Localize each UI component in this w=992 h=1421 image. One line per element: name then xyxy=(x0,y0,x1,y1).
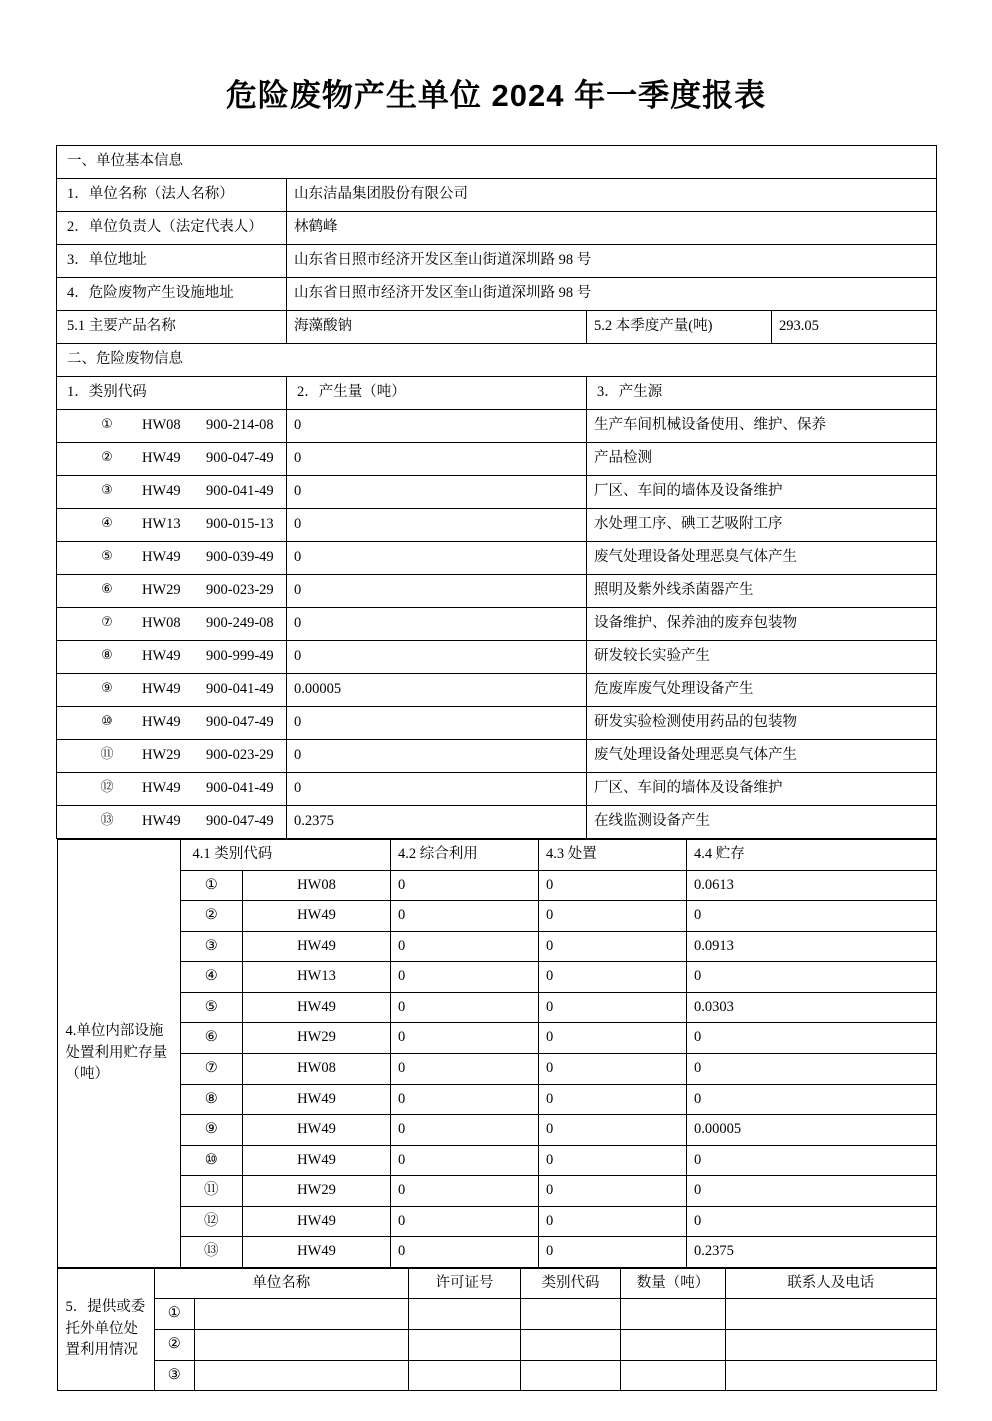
row-index: ② xyxy=(181,901,243,932)
table-row xyxy=(181,870,937,901)
storage-value: 0 xyxy=(687,1084,937,1115)
col-header-unit-name: 单位名称 xyxy=(155,1268,409,1299)
waste-amount: 0 xyxy=(287,575,587,608)
storage-value: 0 xyxy=(687,962,937,993)
storage-value: 0 xyxy=(687,1206,937,1237)
comprehensive-use-value: 0 xyxy=(391,1023,539,1054)
waste-source: 设备维护、保养油的废弃包装物 xyxy=(587,608,937,641)
table-row xyxy=(57,410,937,443)
table-row xyxy=(57,773,937,806)
hw-code: HW49 xyxy=(142,813,181,830)
waste-code: 900-015-13 xyxy=(206,516,274,533)
product-name-value: 海藻酸钠 xyxy=(287,311,587,344)
hw-code: HW08 xyxy=(243,870,391,901)
hw-code: HW49 xyxy=(142,648,181,665)
table-row xyxy=(181,1206,937,1237)
waste-source: 废气处理设备处理恶臭气体产生 xyxy=(587,740,937,773)
waste-code: 900-041-49 xyxy=(206,780,274,797)
waste-code: 900-214-08 xyxy=(206,417,274,434)
table-row xyxy=(57,179,937,212)
table-row xyxy=(57,509,937,542)
col-header-contact: 联系人及电话 xyxy=(726,1268,937,1299)
row-index: ⑦ xyxy=(101,615,113,631)
section5-grid xyxy=(155,1268,937,1391)
row-index: ⑨ xyxy=(181,1115,243,1146)
waste-code: 900-999-49 xyxy=(206,648,274,665)
comprehensive-use-value: 0 xyxy=(391,1145,539,1176)
quarter-output-label: 5.2 本季度产量(吨) xyxy=(587,311,772,344)
disposal-value: 0 xyxy=(539,1237,687,1268)
row-index: ⑫ xyxy=(181,1206,243,1237)
report-table xyxy=(56,145,937,1391)
disposal-value: 0 xyxy=(539,992,687,1023)
waste-code-cell xyxy=(57,674,287,707)
section1-heading-row xyxy=(57,146,937,179)
waste-code-cell xyxy=(57,575,287,608)
waste-code-cell xyxy=(57,509,287,542)
waste-code-cell xyxy=(57,773,287,806)
waste-code: 900-249-08 xyxy=(206,615,274,632)
license-no-value xyxy=(409,1299,521,1330)
table-row xyxy=(181,1115,937,1146)
waste-code: 900-047-49 xyxy=(206,714,274,731)
table-row xyxy=(57,608,937,641)
waste-amount: 0.2375 xyxy=(287,806,587,839)
section4-grid xyxy=(181,839,937,1268)
section4-label: 4.单位内部设施处置利用贮存量（吨） xyxy=(57,839,181,1268)
hw-code: HW13 xyxy=(142,516,181,533)
disposal-value: 0 xyxy=(539,1023,687,1054)
comprehensive-use-value: 0 xyxy=(391,1206,539,1237)
table-row xyxy=(57,311,937,344)
license-no-value xyxy=(409,1360,521,1391)
row-index: ① xyxy=(181,870,243,901)
waste-code-cell xyxy=(57,641,287,674)
disposal-value: 0 xyxy=(539,870,687,901)
hw-code: HW29 xyxy=(142,582,181,599)
waste-amount: 0 xyxy=(287,509,587,542)
waste-code: 900-041-49 xyxy=(206,681,274,698)
disposal-value: 0 xyxy=(539,1145,687,1176)
category-code-value xyxy=(521,1299,621,1330)
waste-amount: 0 xyxy=(287,608,587,641)
unit-name-value xyxy=(195,1330,409,1361)
comprehensive-use-value: 0 xyxy=(391,1053,539,1084)
waste-amount: 0.00005 xyxy=(287,674,587,707)
hw-code: HW08 xyxy=(142,417,181,434)
section5-header-row xyxy=(155,1268,937,1299)
table-row xyxy=(57,212,937,245)
hw-code: HW49 xyxy=(142,450,181,467)
hw-code: HW49 xyxy=(243,1145,391,1176)
storage-value: 0 xyxy=(687,1053,937,1084)
quantity-value xyxy=(621,1299,726,1330)
row-index: ⑧ xyxy=(101,648,113,664)
col-header-quantity: 数量（吨） xyxy=(621,1268,726,1299)
unit-leader-label: 2．单位负责人（法定代表人） xyxy=(57,212,287,245)
hw-code: HW29 xyxy=(142,747,181,764)
table-row xyxy=(181,1023,937,1054)
storage-value: 0.00005 xyxy=(687,1115,937,1146)
table-row xyxy=(181,901,937,932)
table-row xyxy=(57,443,937,476)
row-index: ③ xyxy=(155,1360,195,1391)
storage-value: 0.0303 xyxy=(687,992,937,1023)
section4-header-row xyxy=(181,840,937,871)
storage-value: 0 xyxy=(687,1176,937,1207)
row-index: ⑤ xyxy=(101,549,113,565)
table-row xyxy=(57,674,937,707)
row-index: ⑬ xyxy=(100,813,114,829)
row-index: ③ xyxy=(181,931,243,962)
hw-code: HW49 xyxy=(142,780,181,797)
disposal-value: 0 xyxy=(539,901,687,932)
row-index: ① xyxy=(155,1299,195,1330)
quarter-output-value: 293.05 xyxy=(772,311,937,344)
row-index: ① xyxy=(101,417,113,433)
waste-code: 900-023-29 xyxy=(206,582,274,599)
table-row xyxy=(57,806,937,839)
table-row xyxy=(181,1084,937,1115)
waste-code: 900-047-49 xyxy=(206,813,274,830)
waste-amount: 0 xyxy=(287,443,587,476)
section4-row xyxy=(57,839,937,1268)
table-row xyxy=(57,476,937,509)
hw-code: HW49 xyxy=(243,1237,391,1268)
comprehensive-use-value: 0 xyxy=(391,1084,539,1115)
row-index: ⑦ xyxy=(181,1053,243,1084)
comprehensive-use-value: 0 xyxy=(391,962,539,993)
waste-amount: 0 xyxy=(287,773,587,806)
disposal-value: 0 xyxy=(539,1084,687,1115)
table-row xyxy=(57,707,937,740)
table-row xyxy=(57,245,937,278)
category-code-value xyxy=(521,1330,621,1361)
comprehensive-use-value: 0 xyxy=(391,901,539,932)
table-row xyxy=(57,542,937,575)
hw-code: HW49 xyxy=(243,931,391,962)
waste-amount: 0 xyxy=(287,740,587,773)
hw-code: HW08 xyxy=(142,615,181,632)
storage-value: 0.0613 xyxy=(687,870,937,901)
row-index: ⑥ xyxy=(181,1023,243,1054)
row-index: ③ xyxy=(101,483,113,499)
table-row xyxy=(155,1299,937,1330)
waste-source: 厂区、车间的墙体及设备维护 xyxy=(587,476,937,509)
table-row xyxy=(181,1145,937,1176)
waste-amount: 0 xyxy=(287,707,587,740)
storage-value: 0.0913 xyxy=(687,931,937,962)
waste-source: 废气处理设备处理恶臭气体产生 xyxy=(587,542,937,575)
row-index: ⑥ xyxy=(101,582,113,598)
row-index: ⑩ xyxy=(181,1145,243,1176)
comprehensive-use-value: 0 xyxy=(391,992,539,1023)
row-index: ⑪ xyxy=(100,747,114,763)
hw-code: HW49 xyxy=(142,714,181,731)
col-header-comprehensive-use: 4.2 综合利用 xyxy=(391,840,539,871)
hw-code: HW29 xyxy=(243,1023,391,1054)
storage-value: 0 xyxy=(687,901,937,932)
waste-code: 900-041-49 xyxy=(206,483,274,500)
row-index: ④ xyxy=(101,516,113,532)
col-header-source: 3．产生源 xyxy=(587,377,937,410)
disposal-value: 0 xyxy=(539,1206,687,1237)
col-header-category-code: 类别代码 xyxy=(521,1268,621,1299)
waste-code-cell xyxy=(57,740,287,773)
waste-source: 研发实验检测使用药品的包装物 xyxy=(587,707,937,740)
category-code-value xyxy=(521,1360,621,1391)
section1-heading: 一、单位基本信息 xyxy=(57,146,937,179)
comprehensive-use-value: 0 xyxy=(391,1115,539,1146)
waste-code-cell xyxy=(57,608,287,641)
comprehensive-use-value: 0 xyxy=(391,1176,539,1207)
table-row xyxy=(181,1176,937,1207)
table-row xyxy=(155,1360,937,1391)
waste-source: 研发较长实验产生 xyxy=(587,641,937,674)
row-index: ④ xyxy=(181,962,243,993)
waste-source: 生产车间机械设备使用、维护、保养 xyxy=(587,410,937,443)
facility-address-value: 山东省日照市经济开发区奎山街道深圳路 98 号 xyxy=(287,278,937,311)
table-row xyxy=(181,1237,937,1268)
section5-row xyxy=(57,1268,937,1391)
waste-code: 900-023-29 xyxy=(206,747,274,764)
unit-name-label: 1．单位名称（法人名称） xyxy=(57,179,287,212)
storage-value: 0 xyxy=(687,1145,937,1176)
col-header-storage: 4.4 贮存 xyxy=(687,840,937,871)
table-row xyxy=(57,641,937,674)
section5-block xyxy=(57,1268,937,1391)
table-row xyxy=(181,931,937,962)
unit-leader-value: 林鹤峰 xyxy=(287,212,937,245)
disposal-value: 0 xyxy=(539,962,687,993)
unit-name-value: 山东洁晶集团股份有限公司 xyxy=(287,179,937,212)
waste-code-cell xyxy=(57,476,287,509)
waste-source: 厂区、车间的墙体及设备维护 xyxy=(587,773,937,806)
waste-code-cell xyxy=(57,410,287,443)
waste-source: 水处理工序、碘工艺吸附工序 xyxy=(587,509,937,542)
row-index: ⑤ xyxy=(181,992,243,1023)
waste-code-cell xyxy=(57,707,287,740)
table-row xyxy=(57,278,937,311)
table-row xyxy=(57,575,937,608)
section5-label: 5．提供或委托外单位处置利用情况 xyxy=(57,1268,155,1391)
storage-value: 0.2375 xyxy=(687,1237,937,1268)
col-header-disposal: 4.3 处置 xyxy=(539,840,687,871)
col-header-category-code: 1．类别代码 xyxy=(57,377,287,410)
disposal-value: 0 xyxy=(539,1053,687,1084)
disposal-value: 0 xyxy=(539,931,687,962)
row-index: ⑩ xyxy=(101,714,113,730)
waste-source: 照明及紫外线杀菌器产生 xyxy=(587,575,937,608)
hw-code: HW49 xyxy=(243,992,391,1023)
waste-code: 900-039-49 xyxy=(206,549,274,566)
waste-source: 危废库废气处理设备产生 xyxy=(587,674,937,707)
waste-amount: 0 xyxy=(287,476,587,509)
contact-value xyxy=(726,1299,937,1330)
section2-heading-row xyxy=(57,344,937,377)
section4-block xyxy=(57,839,937,1268)
hw-code: HW49 xyxy=(243,1115,391,1146)
hw-code: HW49 xyxy=(243,901,391,932)
waste-amount: 0 xyxy=(287,410,587,443)
hw-code: HW49 xyxy=(142,549,181,566)
license-no-value xyxy=(409,1330,521,1361)
row-index: ⑨ xyxy=(101,681,113,697)
hw-code: HW29 xyxy=(243,1176,391,1207)
unit-name-value xyxy=(195,1299,409,1330)
waste-code-cell xyxy=(57,806,287,839)
row-index: ② xyxy=(101,450,113,466)
unit-address-value: 山东省日照市经济开发区奎山街道深圳路 98 号 xyxy=(287,245,937,278)
disposal-value: 0 xyxy=(539,1176,687,1207)
storage-value: 0 xyxy=(687,1023,937,1054)
waste-code: 900-047-49 xyxy=(206,450,274,467)
row-index: ⑫ xyxy=(100,780,114,796)
comprehensive-use-value: 0 xyxy=(391,931,539,962)
section2-heading: 二、危险废物信息 xyxy=(57,344,937,377)
table-row xyxy=(181,962,937,993)
quantity-value xyxy=(621,1360,726,1391)
waste-source: 产品检测 xyxy=(587,443,937,476)
col-header-license-no: 许可证号 xyxy=(409,1268,521,1299)
waste-source: 在线监测设备产生 xyxy=(587,806,937,839)
hw-code: HW49 xyxy=(142,681,181,698)
comprehensive-use-value: 0 xyxy=(391,870,539,901)
table-row xyxy=(155,1330,937,1361)
waste-amount: 0 xyxy=(287,542,587,575)
table-row xyxy=(181,1053,937,1084)
facility-address-label: 4．危险废物产生设施地址 xyxy=(57,278,287,311)
row-index: ⑬ xyxy=(181,1237,243,1268)
comprehensive-use-value: 0 xyxy=(391,1237,539,1268)
table-row xyxy=(181,992,937,1023)
row-index: ⑪ xyxy=(181,1176,243,1207)
hw-code: HW08 xyxy=(243,1053,391,1084)
hw-code: HW49 xyxy=(243,1084,391,1115)
col-header-amount: 2．产生量（吨） xyxy=(287,377,587,410)
hw-code: HW49 xyxy=(243,1206,391,1237)
waste-code-cell xyxy=(57,542,287,575)
disposal-value: 0 xyxy=(539,1115,687,1146)
row-index: ⑧ xyxy=(181,1084,243,1115)
hw-code: HW13 xyxy=(243,962,391,993)
contact-value xyxy=(726,1360,937,1391)
waste-code-cell xyxy=(57,443,287,476)
contact-value xyxy=(726,1330,937,1361)
unit-name-value xyxy=(195,1360,409,1391)
page-title: 危险废物产生单位 2024 年一季度报表 xyxy=(225,78,767,113)
table-row xyxy=(57,740,937,773)
section2-header-row xyxy=(57,377,937,410)
product-name-label: 5.1 主要产品名称 xyxy=(57,311,287,344)
col-header-code: 4.1 类别代码 xyxy=(181,840,391,871)
quantity-value xyxy=(621,1330,726,1361)
waste-amount: 0 xyxy=(287,641,587,674)
row-index: ② xyxy=(155,1330,195,1361)
unit-address-label: 3．单位地址 xyxy=(57,245,287,278)
hw-code: HW49 xyxy=(142,483,181,500)
